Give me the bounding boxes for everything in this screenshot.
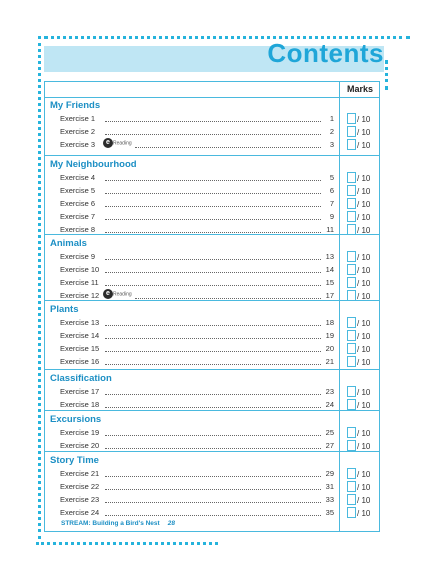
section-title: My Neighbourhood [50,159,137,170]
dot-leader [105,193,321,194]
exercise-row[interactable] [45,468,379,481]
page-number: 33 [325,495,334,504]
exercise-label: Exercise 1 [60,114,96,123]
marks-out-of: / 10 [357,401,371,410]
exercise-row[interactable] [45,113,379,126]
dot-leader [105,394,321,395]
dot-leader [105,121,321,122]
exercise-label: Exercise 14 [60,331,100,340]
section-title: Story Time [50,455,99,466]
section-excursions [45,410,379,456]
exercise-label: Exercise 16 [60,357,100,366]
exercise-label: Exercise 23 [60,495,100,504]
footer-caption [61,520,175,527]
page-number: 14 [325,265,334,274]
marks-entry-box[interactable] [347,317,356,328]
marks-out-of: / 10 [357,213,371,222]
reading-tag: Reading [113,140,132,147]
marks-entry-box[interactable] [347,198,356,209]
marks-out-of: / 10 [357,496,371,505]
dot-leader [105,285,321,286]
exercise-row[interactable] [45,507,379,520]
page-number: 7 [329,199,334,208]
marks-entry-box[interactable] [347,277,356,288]
marks-out-of: / 10 [357,442,371,451]
exercise-row[interactable] [45,198,379,211]
reading-badge [103,138,132,148]
exercise-row[interactable] [45,386,379,399]
marks-out-of: / 10 [357,187,371,196]
dot-leader [105,219,321,220]
footer-stream: STREAM [61,520,89,527]
dot-leader [105,435,321,436]
section-title: Excursions [50,414,102,425]
page-number: 6 [329,186,334,195]
page-number: 27 [325,441,334,450]
marks-out-of: / 10 [357,332,371,341]
reading-icon: e [103,138,113,148]
exercise-label: Exercise 5 [60,186,96,195]
exercise-label: Exercise 3 [60,140,96,149]
marks-entry-box[interactable] [347,343,356,354]
exercise-row[interactable] [45,317,379,330]
exercise-row[interactable] [45,264,379,277]
right-dotted-border [385,60,388,90]
section-plants [45,300,379,372]
marks-entry-box[interactable] [347,172,356,183]
dot-leader [105,134,321,135]
page-number: 17 [325,291,334,300]
dot-leader [105,180,321,181]
section-story-time [45,451,379,523]
marks-entry-box[interactable] [347,440,356,451]
reading-tag: Reading [113,291,132,298]
section-my-friends [45,97,379,155]
exercise-label: Exercise 2 [60,127,96,136]
exercise-row[interactable] [45,494,379,507]
marks-out-of: / 10 [357,388,371,397]
dot-leader [135,298,321,299]
page-number: 20 [325,344,334,353]
page-number: 5 [329,173,334,182]
exercise-label: Exercise 20 [60,441,100,450]
exercise-label: Exercise 18 [60,400,100,409]
page-number: 18 [325,318,334,327]
bottom-dotted-border [36,542,218,545]
exercise-label: Exercise 19 [60,428,100,437]
contents-table [44,81,380,532]
page-number: 24 [325,400,334,409]
marks-out-of: / 10 [357,345,371,354]
dot-leader [105,272,321,273]
section-classification [45,369,379,415]
dot-leader [105,407,321,408]
dot-leader [105,325,321,326]
page-number: 3 [329,140,334,149]
exercise-row[interactable] [45,126,379,139]
marks-out-of: / 10 [357,358,371,367]
page-number: 2 [329,127,334,136]
dot-leader [105,448,321,449]
exercise-row[interactable] [45,185,379,198]
exercise-label: Exercise 22 [60,482,100,491]
left-dotted-border [38,36,41,539]
marks-entry-box[interactable] [347,211,356,222]
exercise-row[interactable] [45,251,379,264]
marks-out-of: / 10 [357,470,371,479]
marks-entry-box[interactable] [347,126,356,137]
section-title: Animals [50,238,87,249]
exercise-row[interactable] [45,356,379,369]
marks-entry-box[interactable] [347,139,356,150]
page-number: 31 [325,482,334,491]
section-title: Plants [50,304,79,315]
marks-entry-box[interactable] [347,113,356,124]
marks-column-header: Marks [339,82,380,97]
page-number: 19 [325,331,334,340]
page-number: 11 [326,225,334,234]
page-number: 21 [325,357,334,366]
exercise-label: Exercise 15 [60,344,100,353]
marks-entry-box[interactable] [347,468,356,479]
exercise-label: Exercise 7 [60,212,96,221]
exercise-label: Exercise 10 [60,265,100,274]
exercise-row[interactable] [45,330,379,343]
exercise-label: Exercise 17 [60,387,100,396]
dot-leader [105,489,321,490]
page-number: 1 [329,114,334,123]
page-number: 25 [325,428,334,437]
dot-leader [105,351,321,352]
dot-leader [135,147,321,148]
exercise-row[interactable] [45,172,379,185]
dot-leader [105,502,321,503]
marks-entry-box[interactable] [347,356,356,367]
exercise-label: Exercise 12 [60,291,100,300]
marks-entry-box[interactable] [347,481,356,492]
page-number: 15 [325,278,334,287]
section-animals [45,234,379,306]
marks-out-of: / 10 [357,226,371,235]
section-my-neighbourhood [45,155,379,240]
dot-leader [105,515,321,516]
dot-leader [105,338,321,339]
reading-badge [103,289,132,299]
page-number: 29 [325,469,334,478]
exercise-row[interactable] [45,211,379,224]
exercise-row[interactable] [45,343,379,356]
exercise-row[interactable] [45,427,379,440]
marks-entry-box[interactable] [347,264,356,275]
dot-leader [105,232,321,233]
exercise-label: Exercise 24 [60,508,100,517]
dot-leader [105,206,321,207]
exercise-label: Exercise 11 [60,278,99,287]
marks-entry-box[interactable] [347,427,356,438]
footer-page-number: 28 [167,520,175,527]
dot-leader [105,259,321,260]
exercise-label: Exercise 6 [60,199,96,208]
marks-entry-box[interactable] [347,386,356,397]
exercise-label: Exercise 13 [60,318,100,327]
marks-out-of: / 10 [357,319,371,328]
marks-out-of: / 10 [357,174,371,183]
exercise-row[interactable] [45,277,379,290]
page-title: Contents [267,38,384,68]
marks-entry-box[interactable] [347,494,356,505]
dot-leader [105,476,321,477]
exercise-label: Exercise 21 [60,469,100,478]
section-title: Classification [50,373,112,384]
exercise-label: Exercise 8 [60,225,96,234]
marks-entry-box[interactable] [347,330,356,341]
exercise-label: Exercise 9 [60,252,96,261]
footer-text: : Building a Bird's Nest [88,520,160,527]
marks-out-of: / 10 [357,200,371,209]
exercise-row[interactable] [45,481,379,494]
exercise-label: Exercise 4 [60,173,96,182]
marks-out-of: / 10 [357,509,371,518]
marks-out-of: / 10 [357,266,371,275]
reading-icon: e [103,289,113,299]
marks-out-of: / 10 [357,141,371,150]
page-number: 13 [325,252,334,261]
page-number: 35 [325,508,334,517]
page-number: 23 [325,387,334,396]
marks-entry-box[interactable] [347,399,356,410]
marks-out-of: / 10 [357,292,371,301]
marks-out-of: / 10 [357,279,371,288]
marks-out-of: / 10 [357,429,371,438]
marks-out-of: / 10 [357,128,371,137]
marks-entry-box[interactable] [347,185,356,196]
marks-out-of: / 10 [357,253,371,262]
section-title: My Friends [50,100,101,111]
marks-out-of: / 10 [357,483,371,492]
marks-entry-box[interactable] [347,251,356,262]
exercise-row[interactable] [45,139,379,152]
marks-out-of: / 10 [357,115,371,124]
page-number: 9 [329,212,334,221]
marks-entry-box[interactable] [347,507,356,518]
dot-leader [105,364,321,365]
